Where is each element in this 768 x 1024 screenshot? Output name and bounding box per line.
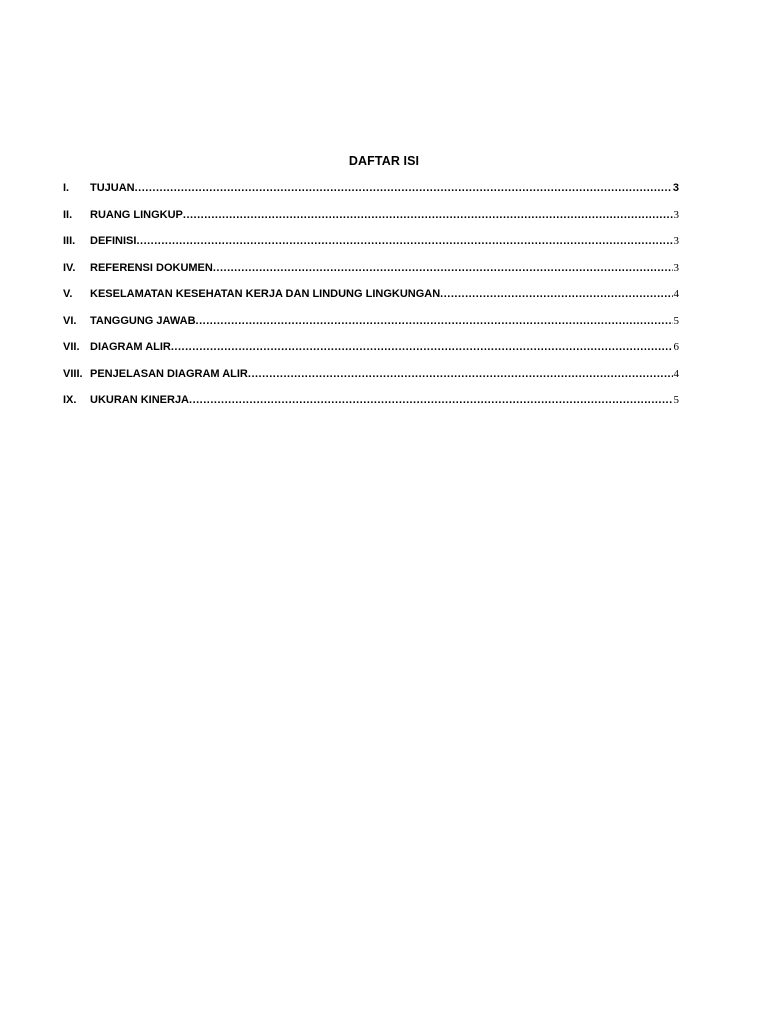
toc-entry-number: VI. — [63, 314, 77, 327]
toc-entry-line — [90, 394, 679, 406]
toc-entry-label: KESELAMATAN KESEHATAN KERJA DAN LINDUNG LINGKUNGAN — [90, 288, 441, 301]
toc-entry-definisi[interactable] — [63, 228, 679, 255]
toc-entry-line — [90, 235, 679, 247]
toc-entry-page: 3 — [673, 261, 679, 274]
toc-entry-page: 3 — [673, 235, 679, 248]
toc-dot-leader — [183, 209, 673, 221]
toc-entry-page: 4 — [673, 288, 679, 301]
toc-dot-leader — [213, 262, 673, 274]
toc-entry-number: III. — [63, 235, 76, 248]
toc-dot-leader — [196, 315, 673, 327]
toc-entry-page: 5 — [673, 394, 679, 407]
toc-entry-label: DIAGRAM ALIR — [90, 341, 171, 354]
toc-entry-number: I. — [63, 182, 70, 195]
toc-entry-line — [90, 315, 679, 327]
toc-dot-leader — [440, 288, 672, 300]
toc-entry-number: II. — [63, 208, 73, 221]
toc-entry-ukuran-kinerja[interactable] — [63, 387, 679, 414]
toc-entry-label: PENJELASAN DIAGRAM ALIR — [90, 367, 248, 380]
toc-entry-line — [90, 182, 679, 194]
toc-entry-page: 6 — [673, 341, 679, 354]
toc-entry-label: DEFINISI — [90, 235, 137, 248]
toc-entry-page: 5 — [673, 314, 679, 327]
toc-dot-leader — [189, 394, 672, 406]
toc-entry-number: VII. — [63, 341, 80, 354]
toc-entry-label: TANGGUNG JAWAB — [90, 314, 196, 327]
toc-entry-label: RUANG LINGKUP — [90, 208, 183, 221]
toc-entry-line — [90, 209, 679, 221]
toc-entry-number: IX. — [63, 394, 77, 407]
toc-entry-tujuan[interactable] — [63, 175, 679, 202]
toc-entry-page: 4 — [673, 367, 679, 380]
toc-entry-label: UKURAN KINERJA — [90, 394, 190, 407]
toc-entry-k3ll[interactable] — [63, 281, 679, 308]
toc-entry-line — [90, 368, 679, 380]
toc-entry-line — [90, 288, 679, 300]
toc-entry-ruang-lingkup[interactable] — [63, 202, 679, 229]
toc-entry-number: IV. — [63, 261, 76, 274]
toc-entry-diagram-alir[interactable] — [63, 334, 679, 361]
toc-dot-leader — [135, 182, 672, 194]
toc-entry-page: 3 — [672, 182, 679, 195]
toc-entry-number: VIII. — [63, 367, 83, 380]
page-title: DAFTAR ISI — [348, 154, 420, 168]
toc-entry-label: TUJUAN — [90, 182, 135, 195]
toc-entry-number: V. — [63, 288, 73, 301]
table-of-contents — [63, 175, 679, 414]
toc-entry-tanggung-jawab[interactable] — [63, 308, 679, 335]
toc-dot-leader — [136, 235, 672, 247]
toc-entry-label: REFERENSI DOKUMEN — [90, 261, 213, 274]
toc-entry-line — [90, 341, 679, 353]
toc-entry-page: 3 — [673, 208, 679, 221]
toc-entry-referensi-dokumen[interactable] — [63, 255, 679, 282]
toc-dot-leader — [248, 368, 673, 380]
toc-entry-penjelasan-diagram-alir[interactable] — [63, 361, 679, 388]
toc-dot-leader — [171, 341, 673, 353]
toc-entry-line — [90, 262, 679, 274]
